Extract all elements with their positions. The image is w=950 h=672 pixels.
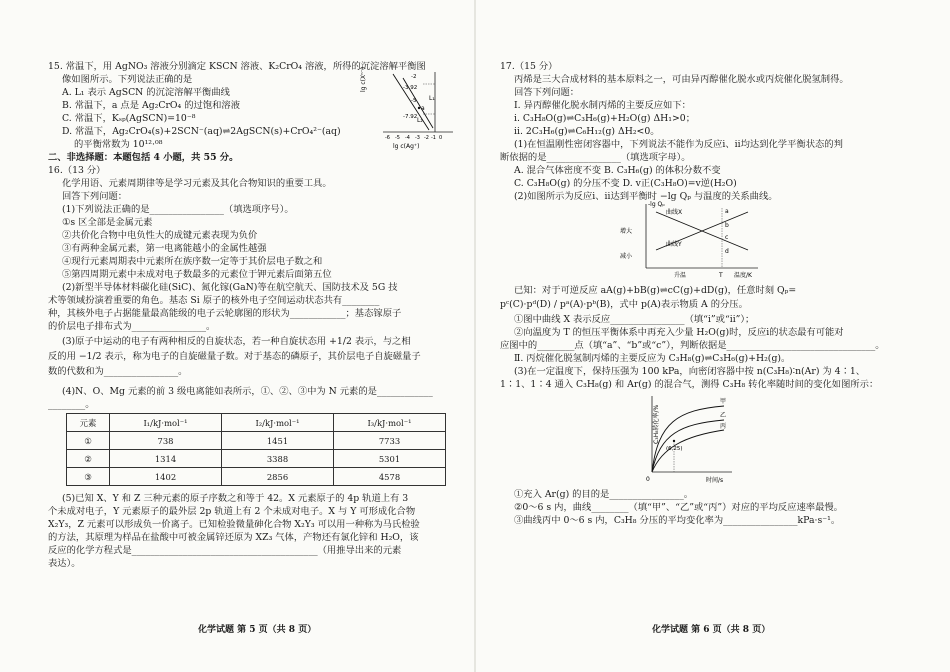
table-cell: ③ bbox=[67, 468, 110, 486]
q17-line: (2)如图所示为反应ⅰ、ⅱ达到平衡时 −lg Qₚ 与温度的关系曲线。 bbox=[514, 191, 778, 202]
q15-ytick: -2 bbox=[411, 74, 417, 80]
table-cell: 2856 bbox=[222, 468, 334, 486]
graph2-series-bing bbox=[652, 430, 724, 472]
graph2-ylabel: C₃H₈转化率/% bbox=[653, 404, 660, 444]
q17-header: 17.（15 分） bbox=[500, 61, 558, 72]
table-row bbox=[67, 432, 446, 450]
q16-line: 反的用 −1/2 表示，称为电子的自旋磁量子数。对于基态的磷原子，其价层电子自旋磁量子 bbox=[48, 351, 421, 362]
graph1-point-label: d bbox=[725, 248, 729, 255]
q15-xtick: -3 bbox=[415, 135, 420, 141]
q16-line: 数的代数和为________________。 bbox=[48, 366, 188, 377]
table-cell: ② bbox=[67, 450, 110, 468]
q15-line: 像如图所示。下列说法正确的是 bbox=[62, 74, 193, 85]
q15-option-d-cont: 的平衡常数为 10¹²·⁰⁸ bbox=[74, 139, 163, 150]
q15-graph-ylabel: lg c(Xⁿ⁻) bbox=[360, 66, 367, 92]
q15-ytick: -3.92 bbox=[403, 85, 418, 91]
graph1-ylabel: -lg Qₚ bbox=[648, 201, 665, 208]
q16-line: 的价层电子排布式为________________。 bbox=[48, 321, 216, 332]
table-cell: 3388 bbox=[222, 450, 334, 468]
q16-line: (3)原子中运动的电子有两种相反的自旋状态，若一种自旋状态用 +1/2 表示，与之相 bbox=[62, 336, 411, 347]
table-row bbox=[67, 468, 446, 486]
q17-line: ③曲线丙中 0～6 s 内，C₃H₈ 分压的平均变化率为________________kPa·s⁻¹。 bbox=[514, 515, 841, 526]
q15-option-a: A. L₁ 表示 AgSCN 的沉淀溶解平衡曲线 bbox=[62, 87, 230, 98]
table-row bbox=[67, 450, 446, 468]
graph2-series-yi bbox=[652, 420, 727, 472]
q16-line: 个未成对电子，Y 元素原子的最外层 2p 轨道上有 2 个未成对电子。X 与 Y 可形成化合物 bbox=[48, 506, 416, 517]
q15-curve-label: L₂ bbox=[417, 117, 423, 124]
graph2-series-label: 丙 bbox=[720, 423, 727, 430]
q15-option-b: B. 常温下，a 点是 Ag₂CrO₄ 的过饱和溶液 bbox=[62, 100, 241, 111]
graph1-t-label: T bbox=[719, 272, 723, 279]
table-cell: 738 bbox=[110, 432, 222, 450]
q16-option: ③有两种金属元素，第一电离能越小的金属性越强 bbox=[62, 243, 267, 254]
q17-line: ②向温度为 T 的恒压平衡体系中再充入少量 H₂O(g)时，反应ⅰ的状态最有可能对 bbox=[514, 327, 844, 338]
q17-line: (3)在一定温度下，保持压强为 100 kPa，向密闭容器中按 n(C₃H₈)∶n(Ar) 为 4∶1、 bbox=[514, 366, 866, 377]
table-cell: ① bbox=[67, 432, 110, 450]
q15-line: 15. 常温下，用 AgNO₃ 溶液分别滴定 KSCN 溶液、K₂CrO₄ 溶液，所得的沉淀溶解平衡图 bbox=[48, 61, 426, 72]
q15-xtick: 0 bbox=[439, 135, 443, 141]
q16-option: ②共价化合物中电负性大的成键元素表现为负价 bbox=[62, 230, 258, 241]
q17-line: ①充入 Ar(g) 的目的是________________。 bbox=[514, 489, 694, 500]
q16-line: (5)已知 X、Y 和 Z 三种元素的原子序数之和等于 42。X 元素原子的 4p 轨道上有 3 bbox=[62, 493, 409, 504]
graph2-series-label: 乙 bbox=[720, 412, 727, 419]
q17-reaction: ⅰ. C₃H₈O(g)⇌C₃H₆(g)+H₂O(g) ΔH₁>0； bbox=[514, 113, 696, 124]
graph1-side-label: 增大 bbox=[620, 228, 633, 235]
q16-line: ________。 bbox=[48, 399, 95, 410]
q17-line: ②0～6 s 内，曲线________（填“甲”、“乙”或“丙”）对应的平均反应速率最慢。 bbox=[514, 502, 843, 513]
q16-line: (2)新型半导体材料碳化硅(SiC)、氮化镓(GaN)等在航空航天、国防技术及 5G 技 bbox=[62, 282, 398, 293]
graph2-series-label: 甲 bbox=[720, 398, 727, 405]
left-page bbox=[0, 0, 472, 672]
q16-option: ①s 区全部是金属元素 bbox=[62, 217, 153, 228]
table-cell: 1402 bbox=[110, 468, 222, 486]
q16-option: ⑤第四周期元素中未成对电子数最多的元素位于钾元素后面第五位 bbox=[62, 269, 332, 280]
table-cell: 1314 bbox=[110, 450, 222, 468]
graph1-side-label: 升温 bbox=[674, 272, 687, 279]
q16-line: 术等领域扮演着重要的角色。基态 Si 原子的核外电子空间运动状态共有________ bbox=[48, 295, 380, 306]
table-cell: 1451 bbox=[222, 432, 334, 450]
q17-line: (1)在恒温刚性密闭容器中，下列说法不能作为反应ⅰ、ⅱ均达到化学平衡状态的判 bbox=[514, 139, 843, 150]
q17-line: 断依据的是________________（填选项字母）。 bbox=[500, 152, 691, 163]
q17-options: C. C₃H₈O(g) 的分压不变 D. v正(C₃H₈O)=v逆(H₂O) bbox=[514, 178, 737, 189]
page-footer: 化学试题 第 6 页（共 8 页） bbox=[652, 625, 771, 635]
q16-line: 的方法，其原理为样品在盐酸中可被金属锌还原为 XZ₃ 气体，产物还有氯化锌和 H₂O，该 bbox=[48, 532, 419, 543]
page-fold bbox=[474, 0, 476, 672]
q15-xtick: -1 bbox=[431, 135, 436, 141]
page-footer: 化学试题 第 5 页（共 8 页） bbox=[198, 625, 317, 635]
q15-xtick: -4 bbox=[405, 135, 410, 141]
q17-line: ①图中曲线 X 表示反应________________（填“ⅰ”或“ⅱ”）； bbox=[514, 314, 755, 325]
q15-ytick: -5 bbox=[411, 98, 417, 104]
q16-line: 种，其核外电子占据能量最高能级的电子云轮廓图的形状为____________；基态镓原子 bbox=[48, 308, 402, 319]
q15-curve-l1 bbox=[393, 74, 429, 130]
q17-line: 丙烯是三大合成材料的基本原料之一，可由异丙醇催化脱水或丙烷催化脱氢制得。 bbox=[514, 74, 849, 85]
q15-ytick: -7.92 bbox=[403, 114, 418, 120]
q15-curve-label: L₁ bbox=[429, 95, 435, 102]
q17-line: Ⅰ. 异丙醇催化脱水制丙烯的主要反应如下： bbox=[514, 100, 691, 111]
graph1-xlabel: 温度/K bbox=[734, 272, 752, 279]
q17-line: Ⅱ. 丙烷催化脱氢制丙烯的主要反应为 C₃H₈(g)⇌C₃H₆(g)+H₂(g)。 bbox=[514, 353, 791, 364]
ionization-energy-table bbox=[66, 413, 446, 486]
graph1-side-label: 减小 bbox=[620, 253, 633, 260]
q15-point-label: a bbox=[421, 105, 425, 112]
q15-option-c: C. 常温下，Kₛₚ(AgSCN)=10⁻⁸ bbox=[62, 113, 196, 124]
q16-header: 16.（13 分） bbox=[48, 165, 106, 176]
q17-line: 已知：对于可逆反应 aA(g)+bB(g)⇌cC(g)+dD(g)，任意时刻 Qₚ= bbox=[514, 285, 797, 296]
graph1-curve-label: 曲线X bbox=[666, 209, 683, 216]
graph1-curve-label: 曲线Y bbox=[666, 241, 682, 248]
table-cell: 4578 bbox=[334, 468, 446, 486]
q15-option-d: D. 常温下，Ag₂CrO₄(s)+2SCN⁻(aq)⇌2AgSCN(s)+CrO₄²⁻(aq) bbox=[62, 126, 341, 137]
q16-line: 反应的化学方程式是________________________________________（用推导出来的元素 bbox=[48, 545, 402, 556]
q15-point-a bbox=[418, 107, 420, 109]
q17-line: 回答下列问题： bbox=[514, 87, 580, 98]
graph1-point-label: a bbox=[725, 208, 729, 215]
section-title: 二、非选择题：本题包括 4 小题，共 55 分。 bbox=[48, 152, 239, 163]
graph1-point-label: c bbox=[725, 234, 729, 241]
graph2-origin: 0 bbox=[646, 476, 650, 483]
right-page bbox=[478, 0, 950, 672]
q17-line: 1∶1、1∶4 通入 C₃H₈(g) 和 Ar(g) 的混合气，测得 C₃H₈ 转化率随时间的变化如图所示： bbox=[500, 379, 879, 390]
graph1-point-label: b bbox=[725, 222, 729, 229]
q15-graph-xlabel: lg c(Ag⁺) bbox=[393, 143, 420, 150]
q16-option: ④现行元素周期表中元素所在族序数一定等于其价层电子数之和 bbox=[62, 256, 323, 267]
table-header: I₂/kJ·mol⁻¹ bbox=[222, 414, 334, 432]
graph2-xlabel: 时间/s bbox=[706, 477, 724, 484]
q16-line: (4)N、O、Mg 元素的前 3 级电离能如表所示，①、②、③中为 N 元素的是____________ bbox=[62, 386, 433, 397]
q15-solubility-graph bbox=[360, 58, 458, 150]
q15-xtick: -6 bbox=[385, 135, 390, 141]
q16-line: X₂Y₃，Z 元素可以形成负一价离子。已知检验微量砷化合物 X₂Y₃ 可以用一种称为马氏检验 bbox=[48, 519, 420, 530]
q17-options: A. 混合气体密度不变 B. C₃H₆(g) 的体积分数不变 bbox=[514, 165, 721, 176]
q17-lgQp-temperature-graph bbox=[618, 198, 768, 280]
table-header: I₃/kJ·mol⁻¹ bbox=[334, 414, 446, 432]
q16-line: 表达）。 bbox=[48, 558, 81, 569]
q16-line: (1)下列说法正确的是________________（填选项序号）。 bbox=[62, 204, 294, 215]
q17-line: 应图中的________点（填“a”、“b”或“c”），判断依据是________________________________。 bbox=[500, 340, 885, 351]
graph2-point-label: (6,25) bbox=[666, 446, 683, 452]
q17-conversion-time-graph bbox=[628, 392, 738, 484]
q17-reaction: ⅱ. 2C₃H₆(g)⇌C₆H₁₂(g) ΔH₂<0。 bbox=[514, 126, 660, 137]
q17-line: pᶜ(C)·pᵈ(D) / pᵃ(A)·pᵇ(B)，式中 p(A)表示物质 A 的分压。 bbox=[500, 299, 748, 310]
q16-line: 化学用语、元素周期律等是学习元素及其化合物知识的重要工具。 bbox=[62, 178, 332, 189]
q15-xtick: -5 bbox=[395, 135, 400, 141]
table-cell: 7733 bbox=[334, 432, 446, 450]
table-header: 元素 bbox=[67, 414, 110, 432]
table-header: I₁/kJ·mol⁻¹ bbox=[110, 414, 222, 432]
q15-xtick: -2 bbox=[424, 135, 429, 141]
q16-line: 回答下列问题： bbox=[62, 191, 128, 202]
table-cell: 5301 bbox=[334, 450, 446, 468]
